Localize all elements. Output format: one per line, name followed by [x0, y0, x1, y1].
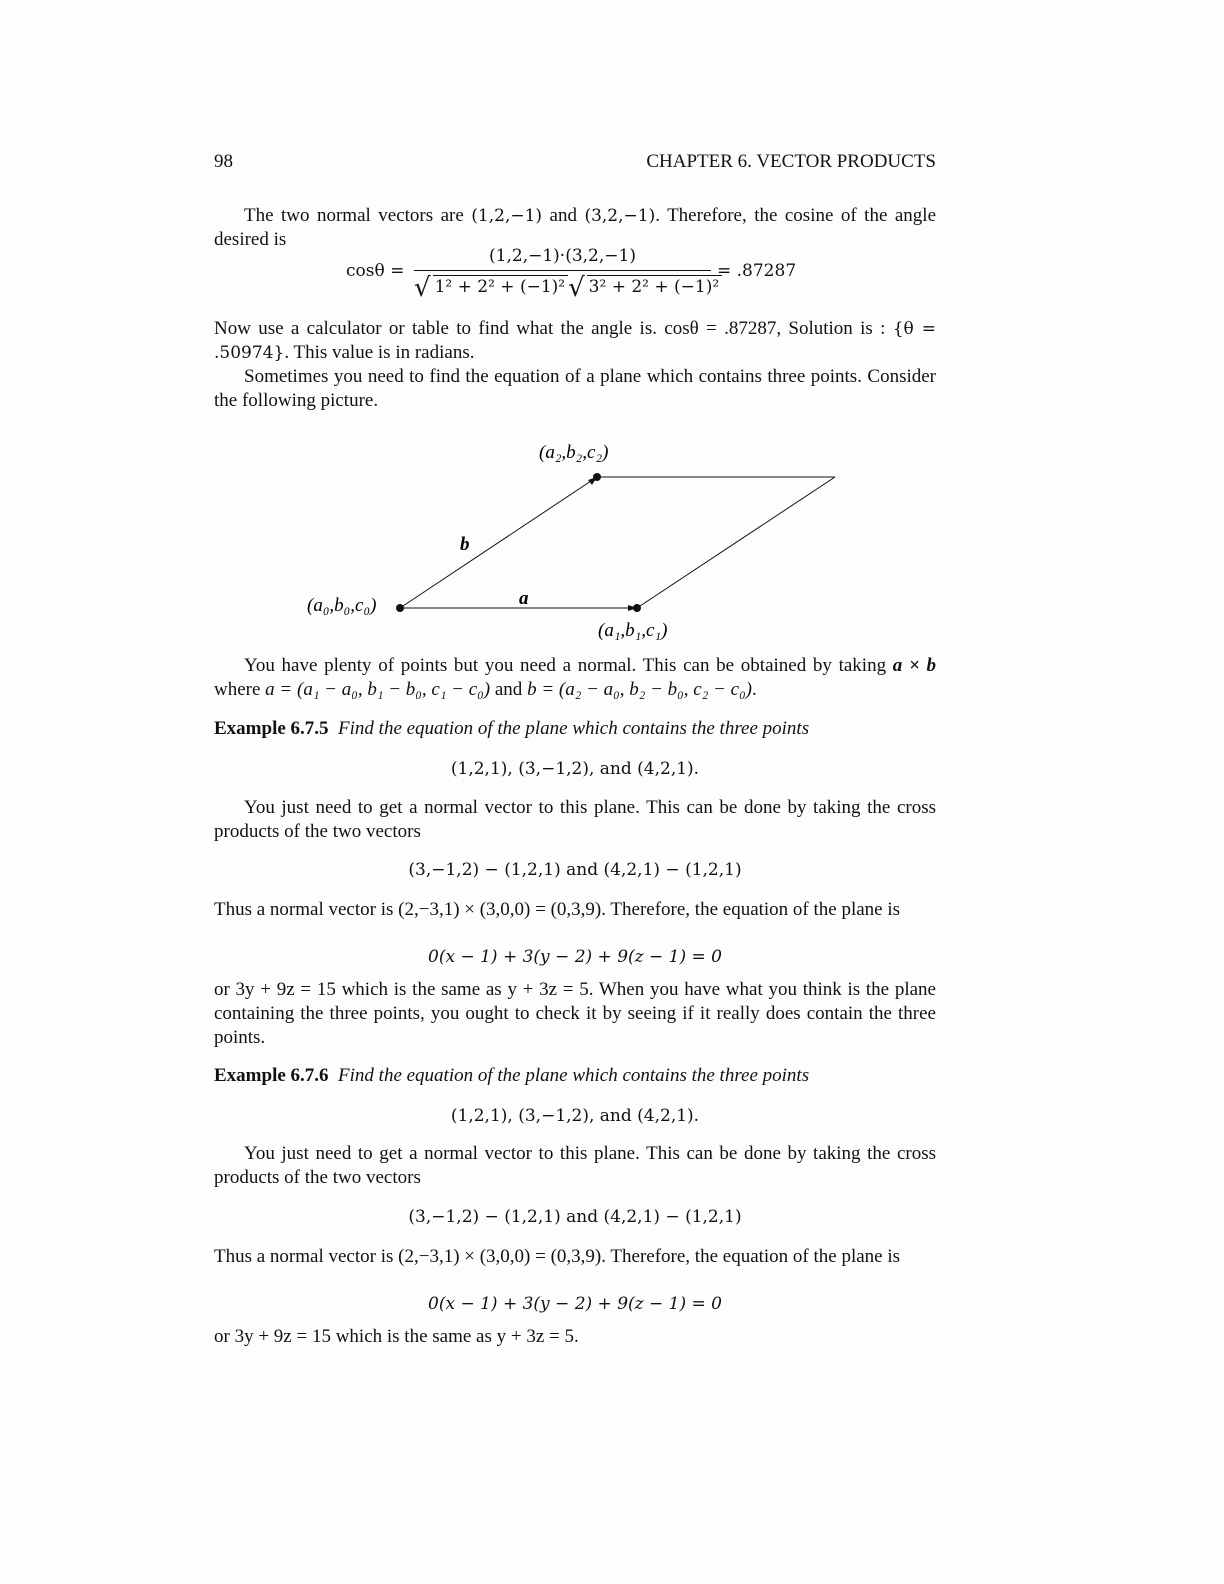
cross-product: a × b [892, 655, 936, 676]
example-statement: Find the equation of the plane which contains the three points [338, 718, 810, 739]
theta-solution: {θ = .50974} [214, 319, 936, 363]
sqrt-term-2: 3² + 2² + (−1)² [587, 275, 723, 298]
example-heading [214, 1064, 936, 1088]
vector-difference: (3,−1,2) − (1,2,1) and (4,2,1) − (1,2,1) [408, 1207, 742, 1227]
label-p1: (a₁,b₁,c₁) [598, 620, 668, 641]
chapter-title: CHAPTER 6. VECTOR PRODUCTS [646, 151, 936, 172]
plane-equation: 0(x − 1) + 3(y − 2) + 9(z − 1) = 0 [428, 947, 722, 967]
vector-difference: (3,−1,2) − (1,2,1) and (4,2,1) − (1,2,1) [408, 860, 742, 880]
example-points: (1,2,1), (3,−1,2), and (4,2,1). [450, 759, 700, 779]
intro-paragraph: The two normal vectors are (1,2,−1) and (3,2,−1). Therefore, the cosine of the angle desired is [214, 205, 937, 250]
sqrt-term-1: 1² + 2² + (−1)² [433, 275, 569, 298]
plane-intro-paragraph: Sometimes you need to find the equation of a plane which contains three points. Consider the following picture. [214, 366, 936, 411]
plane-diagram [0, 0, 1224, 700]
plane-equation: 0(x − 1) + 3(y − 2) + 9(z − 1) = 0 [428, 1294, 722, 1314]
example-paragraph: Thus a normal vector is (2,−3,1) × (3,0,0) = (0,3,9). Therefore, the equation of the plane is [214, 1246, 901, 1267]
edge-b [400, 477, 597, 608]
edge-right [637, 477, 835, 608]
sqrt-icon: √ [414, 273, 431, 303]
label-p0: (a₀,b₀,c₀) [307, 595, 377, 616]
sqrt-icon: √ [568, 273, 585, 303]
example-label: Example 6.7.6 [214, 1065, 329, 1086]
point-p0 [396, 604, 404, 612]
formula-lhs: cosθ = [346, 261, 405, 281]
example-heading [214, 717, 936, 741]
normal-vector-1: (1,2,−1) [471, 206, 543, 226]
example-paragraph: or 3y + 9z = 15 which is the same as y + 3z = 5. [214, 1326, 579, 1347]
vector-a-definition: a = (a₁ − a₀, b₁ − b₀, c₁ − c₀) [265, 679, 491, 700]
example-statement: Find the equation of the plane which contains the three points [338, 1065, 810, 1086]
page-number: 98 [214, 151, 233, 172]
example-points: (1,2,1), (3,−1,2), and (4,2,1). [450, 1106, 700, 1126]
point-p1 [633, 604, 641, 612]
label-vector-b: b [460, 534, 470, 555]
example-paragraph: Thus a normal vector is (2,−3,1) × (3,0,0) = (0,3,9). Therefore, the equation of the plane is [214, 899, 901, 920]
normal-vector-2: (3,2,−1) [584, 206, 656, 226]
point-p2 [593, 473, 601, 481]
calc-paragraph: Now use a calculator or table to find what the angle is. cosθ = .87287, Solution is : {θ = .50974}. This value is in radians. [214, 318, 936, 363]
normal-paragraph: You have plenty of points but you need a normal. This can be obtained by taking a × b where a = (a₁ − a₀, b₁ − b₀, c₁ − c₀) and b = (a₂ − a₀, b₂ − b₀, c₂ − c₀). [214, 655, 936, 700]
label-p2: (a₂,b₂,c₂) [539, 442, 609, 463]
example-paragraph: You just need to get a normal vector to this plane. This can be done by taking the cross products of the two vectors [214, 1143, 936, 1188]
example-paragraph: You just need to get a normal vector to this plane. This can be done by taking the cross products of the two vectors [214, 797, 936, 842]
fraction-numerator: (1,2,−1)·(3,2,−1) [414, 244, 711, 271]
label-vector-a: a [519, 588, 529, 609]
example-paragraph: or 3y + 9z = 15 which is the same as y + 3z = 5. When you have what you think is the plane containing the three points, you ought to check it by seeing if it really does contain the three points. [214, 979, 936, 1048]
formula-rhs: = .87287 [717, 261, 797, 281]
example-label: Example 6.7.5 [214, 718, 329, 739]
vector-b-definition: b = (a₂ − a₀, b₂ − b₀, c₂ − c₀) [527, 679, 753, 700]
